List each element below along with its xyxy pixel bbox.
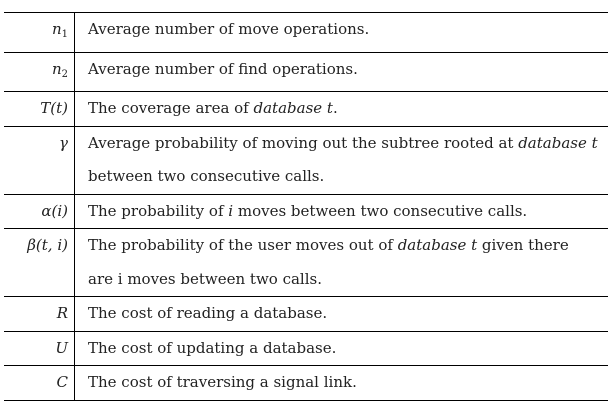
symbol-text: n	[51, 59, 62, 78]
notation-description	[75, 92, 609, 127]
description-text: The cost of reading a database.	[88, 304, 328, 322]
notation-description	[75, 194, 609, 229]
description-text: The cost of traversing a signal link.	[88, 373, 357, 391]
notation-row	[4, 13, 608, 53]
description-text: The probability of the user moves out of	[88, 236, 398, 254]
symbol-subscript: 2	[61, 68, 68, 80]
notation-symbol	[4, 13, 75, 53]
symbol-text: β(t, i)	[27, 236, 68, 254]
symbol-subscript: 1	[61, 29, 68, 40]
symbol-text: α(i)	[41, 201, 68, 220]
description-text: are i moves between two calls.	[88, 269, 322, 288]
notation-row	[4, 194, 608, 229]
description-text: Average probability of moving out the subtree rooted at	[88, 133, 519, 152]
symbol-text: n	[51, 20, 62, 38]
notation-symbol	[4, 366, 75, 401]
notation-description	[75, 297, 609, 332]
notation-row	[4, 229, 608, 297]
description-text: Average number of find operations.	[88, 59, 358, 78]
notation-description	[75, 229, 609, 297]
notation-description	[75, 331, 609, 366]
description-emphasis: i	[228, 201, 234, 220]
notation-symbol	[4, 52, 75, 92]
description-text: between two consecutive calls.	[88, 167, 325, 185]
symbol-text: T(t)	[40, 99, 68, 117]
notation-row	[4, 52, 608, 92]
symbol-text: γ	[59, 133, 68, 152]
notation-symbol	[4, 92, 75, 127]
symbol-text: R	[56, 304, 68, 322]
notation-symbol	[4, 229, 75, 297]
notation-symbol	[4, 126, 75, 194]
description-emphasis: database t	[253, 99, 333, 117]
notation-description	[75, 126, 609, 194]
symbol-text: U	[55, 338, 68, 357]
symbol-text: C	[56, 373, 68, 391]
notation-row	[4, 366, 608, 401]
notation-symbol	[4, 194, 75, 229]
description-text: moves between two consecutive calls.	[233, 201, 528, 220]
notation-table-body	[4, 13, 608, 401]
description-text: given there	[477, 236, 569, 254]
description-text: The probability of	[88, 201, 229, 220]
notation-description	[75, 52, 609, 92]
notation-description	[75, 366, 609, 401]
notation-symbol	[4, 331, 75, 366]
description-text: The cost of updating a database.	[88, 338, 337, 357]
notation-row	[4, 331, 608, 366]
description-emphasis: database t	[397, 236, 478, 254]
notation-row	[4, 92, 608, 127]
description-emphasis: database t	[518, 133, 598, 152]
notation-row	[4, 126, 608, 194]
notation-symbol	[4, 297, 75, 332]
description-text: The coverage area of	[88, 99, 254, 117]
notation-description	[75, 13, 609, 53]
notation-table	[4, 12, 608, 401]
description-text: .	[332, 99, 338, 117]
notation-row	[4, 297, 608, 332]
description-text: Average number of move operations.	[88, 20, 370, 38]
